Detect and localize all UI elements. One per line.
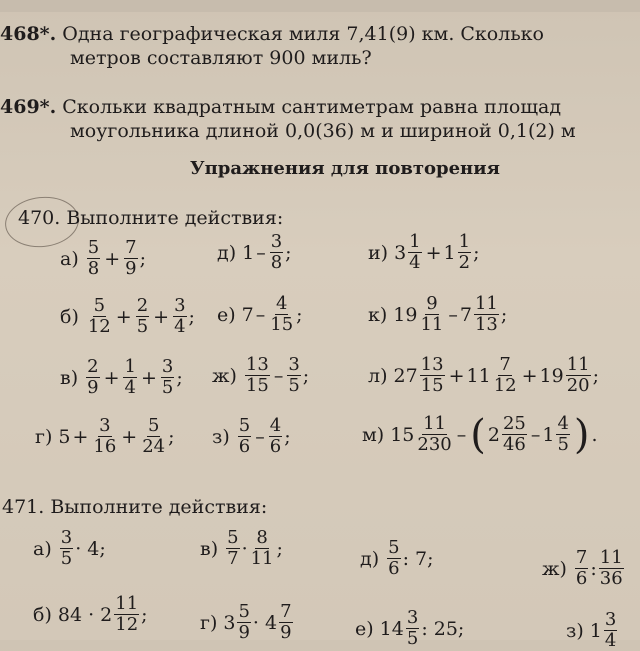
item-470-k: к) 19 $\frac{9}{11}$ – 7 $\frac{11}{13}$ ;	[368, 293, 508, 335]
problem-469-line1	[0, 95, 561, 119]
exercise-470-heading: 470. Выполните действия:	[18, 207, 284, 229]
section-title: Упражнения для повторения	[190, 158, 500, 179]
item-470-g: г) 5 + $\frac{3}{16}$ + $\frac{5}{24}$ ;	[35, 415, 175, 457]
item-470-v: в) $\frac{2}{9}$ + $\frac{1}{4}$ + $\frac{3}{5}$ ;	[60, 356, 183, 398]
item-471-d: д) $\frac{5}{6}$ : 7;	[360, 537, 434, 579]
item-471-zh: ж) $\frac{7}{6}$ : $\frac{11}{36}$	[542, 547, 623, 589]
item-470-b: б) $\frac{5}{12}$ + $\frac{2}{5}$ + $\frac{3}{4}$ ;	[60, 295, 195, 337]
item-470-i: и) 3 $\frac{1}{4}$ + 1 $\frac{1}{2}$ ;	[368, 231, 480, 273]
problem-number: 469*.	[0, 96, 57, 118]
item-470-d: д) 1 – $\frac{3}{8}$ ;	[217, 231, 292, 273]
item-470-l: л) 27 $\frac{13}{15}$ + 11 $\frac{7}{12}$ + 19 $\frac{11}{20}$ ;	[368, 354, 600, 396]
item-470-m: м) 15 $\frac{11}{230}$ – ( 2 $\frac{25}{46}$ – 1 $\frac{4}{5}$ ) .	[362, 411, 598, 458]
item-471-v: в) $\frac{5}{7}$ · $\frac{8}{11}$ ;	[200, 527, 283, 569]
previous-page-strip	[0, 0, 640, 12]
item-470-a: а) $\frac{5}{8}$ + $\frac{7}{9}$ ;	[60, 237, 146, 279]
item-471-g: г) 3 $\frac{5}{9}$ · 4 $\frac{7}{9}$	[200, 601, 292, 643]
problem-468-line1	[0, 22, 544, 46]
item-471-a: а) $\frac{3}{5}$ · 4;	[33, 527, 106, 569]
problem-text: Одна географическая миля 7,41(9) км. Сколько	[62, 23, 544, 45]
item-470-z: з) $\frac{5}{6}$ – $\frac{4}{6}$ ;	[212, 415, 291, 457]
exercise-471-heading: 471. Выполните действия:	[2, 496, 268, 518]
item-471-e: е) 14 $\frac{3}{5}$ : 25;	[355, 607, 465, 649]
item-471-b: б) 84 · 2 $\frac{11}{12}$ ;	[33, 593, 148, 635]
item-470-e: е) 7 – $\frac{4}{15}$ ;	[217, 293, 303, 335]
problem-469-line2: моугольника длиной 0,0(36) м и шириной 0,1(2) м	[70, 120, 576, 142]
problem-text: Скольки квадратным сантиметрам равна площад	[62, 96, 562, 118]
problem-468-line2: метров составляют 900 миль?	[70, 47, 372, 69]
item-471-z: з) 1 $\frac{3}{4}$	[566, 609, 617, 651]
item-470-zh: ж) $\frac{13}{15}$ – $\frac{3}{5}$ ;	[212, 354, 310, 396]
problem-number: 468*.	[0, 23, 57, 45]
